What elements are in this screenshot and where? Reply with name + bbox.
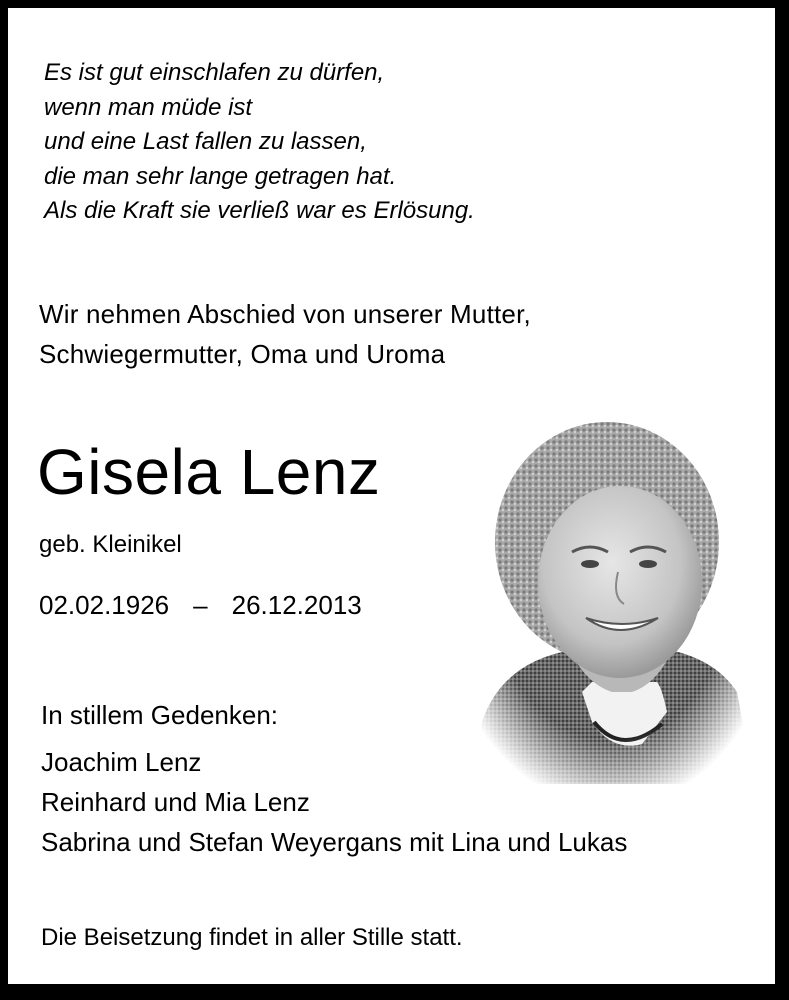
mourner: Joachim Lenz [41,747,202,777]
poem [44,56,475,229]
date-separator: – [193,590,208,620]
funeral-note: Die Beisetzung findet in aller Stille statt. [41,924,463,951]
remembrance-heading: In stillem Gedenken: [41,700,279,730]
portrait-image [462,392,760,784]
mourner: Sabrina und Stefan Weyergans mit Lina und Lukas [41,827,628,857]
poem-line: die man sehr lange getragen hat. [44,162,397,190]
poem-line: wenn man müde ist [44,93,253,121]
mourners-list [41,742,627,862]
birth-date: 02.02.1926 [39,590,170,620]
mourner: Reinhard und Mia Lenz [41,787,310,817]
intro-line: Schwiegermutter, Oma und Uroma [39,339,446,369]
farewell-intro [39,294,531,374]
deceased-name: Gisela Lenz [37,436,381,508]
poem-line: und eine Last fallen zu lassen, [44,128,367,155]
life-dates [39,588,362,622]
poem-line: Als die Kraft sie verließ war es Erlösung. [44,197,475,224]
intro-line: Wir nehmen Abschied von unserer Mutter, [39,299,531,329]
poem-line: Es ist gut einschlafen zu dürfen, [44,59,385,86]
death-date: 26.12.2013 [231,590,362,620]
portrait-photo [462,392,760,784]
maiden-name: geb. Kleinikel [39,531,182,558]
